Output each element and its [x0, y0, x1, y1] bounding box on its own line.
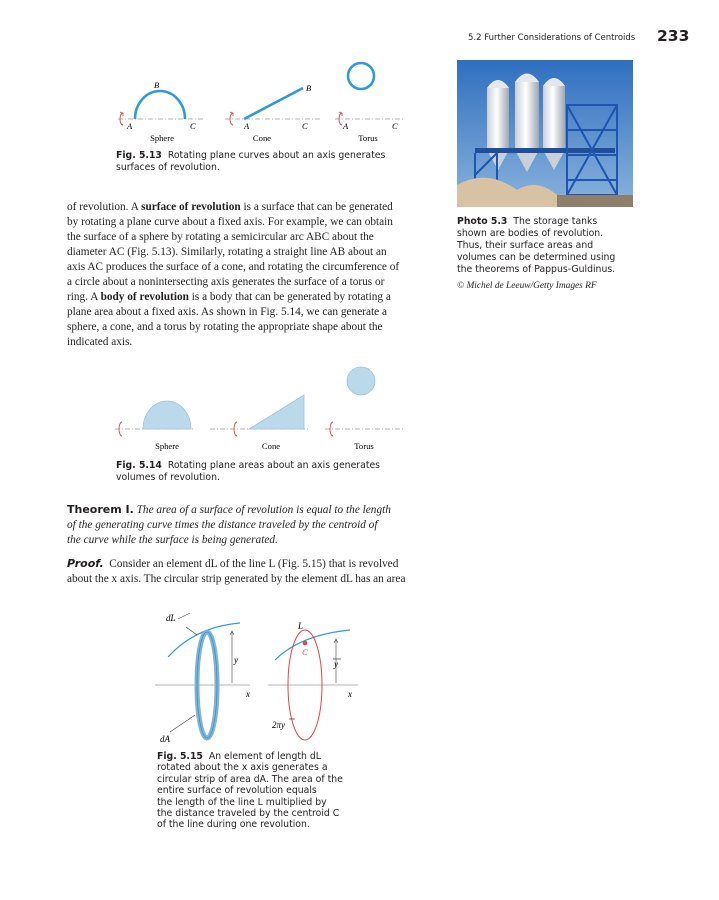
para-line3: the surface of a sphere by rotating a semicircular arc ABC about the	[67, 231, 374, 244]
fig-5-15-caption-line4: entire surface of revolution equals	[157, 785, 317, 797]
para-line7c: is a body that can be generated by rotating a	[188, 291, 391, 304]
photo-5-3-caption-line2: shown are bodies of revolution.	[457, 228, 604, 239]
label-x-left: x	[246, 689, 250, 699]
fig-5-15-caption-line3: circular strip of area dA. The area of the	[157, 773, 343, 785]
figure-5-15	[150, 605, 380, 750]
torus-label-a: A	[343, 121, 349, 131]
theorem-label: Theorem I.	[67, 503, 134, 516]
proof-line2: about the x axis. The circular strip generated by the element dL has an area	[67, 573, 406, 586]
centroid-c	[303, 641, 308, 646]
sphere-name: Sphere	[150, 133, 174, 143]
circular-area	[347, 367, 375, 395]
term-body-of-revolution: body of revolution	[100, 291, 189, 304]
photo-5-3-caption	[457, 216, 637, 276]
proof	[67, 556, 443, 587]
sphere-label-b: B	[154, 80, 160, 90]
label-y: y	[234, 655, 238, 665]
label-ybar: y	[334, 659, 338, 669]
fig14-sphere-name: Sphere	[155, 441, 179, 451]
semicircular-arc-abc	[135, 91, 185, 119]
para-line9: sphere, a cone, and a torus by rotating the appropriate shape about the	[67, 321, 383, 334]
fig-5-14-number: Fig. 5.14	[116, 460, 162, 471]
theorem-line3: the curve while the surface is being generated.	[67, 534, 278, 547]
para-line5: axis AC produces the surface of a cone, and rotating the circumference of	[67, 261, 400, 274]
photo-5-3-caption-line1: The storage tanks	[513, 216, 598, 227]
fig14-torus-name: Torus	[354, 441, 374, 451]
fig-5-15-number: Fig. 5.15	[157, 751, 203, 762]
page-number: 233	[657, 27, 690, 45]
sphere-label-a: A	[127, 121, 133, 131]
figure-5-13	[110, 55, 410, 150]
straight-line-ab	[244, 88, 303, 119]
theorem-1	[67, 502, 443, 549]
fig14-cone-name: Cone	[261, 441, 281, 451]
running-head: 5.2 Further Considerations of Centroids	[468, 33, 636, 43]
torus-label-c: C	[392, 121, 398, 131]
fig-5-14-caption-line1: Rotating plane areas about an axis generates	[167, 460, 381, 471]
proof-line1: Consider an element dL of the line L (Fig. 5.15) that is revolved	[109, 558, 399, 570]
fig-5-15-caption-line1: An element of length dL	[208, 751, 321, 762]
photo-5-3-caption-line5: the theorems of Pappus-Guldinus.	[457, 264, 616, 275]
photo-5-3-number: Photo 5.3	[457, 216, 508, 227]
fig15-line-l	[275, 630, 350, 660]
para-line1c: is a surface that can be generated	[240, 201, 393, 213]
triangle-area	[249, 395, 304, 429]
half-disk-area	[143, 401, 191, 429]
photo-credit: © Michel de Leeuw/Getty Images RF	[457, 281, 597, 291]
para-line7a: ring. A	[67, 291, 101, 304]
cone-label-b: B	[306, 83, 312, 93]
photo-5-3-caption-line3: Thus, their surface areas and	[457, 240, 594, 251]
para-line10: indicated axis.	[67, 336, 133, 349]
fig-5-15-caption-line7: of the line during one revolution.	[157, 819, 310, 831]
fig-5-15-caption-line2: rotated about the x axis generates a	[157, 762, 328, 774]
fig-5-15-caption-line5: the length of the line L multiplied by	[157, 796, 327, 808]
fig-5-15-caption-line6: the distance traveled by the centroid C	[157, 808, 340, 820]
fig14-sphere-rotation-arrow	[119, 422, 122, 436]
label-c: C	[302, 647, 308, 657]
cone-name: Cone	[252, 133, 272, 143]
torus-generating-circle	[348, 63, 374, 89]
fig-5-15-caption	[157, 751, 377, 831]
para-line6: a circle about a nonintersecting axis generates the surface of a torus or	[67, 276, 385, 289]
para-line4: diameter AC (Fig. 5.13). Similarly, rotating a straight line AB about an	[67, 246, 387, 259]
label-da: dA	[160, 734, 170, 744]
fig-5-13-number: Fig. 5.13	[116, 150, 162, 161]
photo-storage-tanks	[457, 60, 633, 207]
theorem-line2: of the generating curve times the distance traveled by the centroid of	[67, 519, 378, 532]
fig-5-14-caption	[116, 460, 416, 484]
fig-5-13-caption-line1: Rotating plane curves about an axis generates	[167, 150, 386, 161]
cone-label-c: C	[302, 121, 308, 131]
sphere-label-c: C	[190, 121, 196, 131]
label-dl: dL	[166, 613, 176, 623]
para-line8: plane area about a fixed axis. As shown in Fig. 5.14, we can generate a	[67, 306, 387, 319]
para-line2: by rotating a plane curve about a fixed axis. For example, we can obtain	[67, 216, 393, 229]
dl-leader	[178, 613, 190, 619]
cone-label-a: A	[244, 121, 250, 131]
torus-rotation-arrow	[339, 113, 342, 125]
fig-5-13-caption-line2: surfaces of revolution.	[116, 162, 220, 173]
term-surface-of-revolution: surface of revolution	[141, 201, 241, 213]
figure-5-14	[110, 362, 410, 456]
torus-name: Torus	[358, 133, 378, 143]
fig-5-14-caption-line2: volumes of revolution.	[116, 472, 220, 483]
fig-5-13-caption	[116, 150, 416, 174]
label-l: L	[298, 621, 304, 631]
label-x-right: x	[348, 689, 352, 699]
label-2-pi-ybar: 2πy	[272, 720, 286, 730]
para-line1a: of revolution. A	[67, 201, 142, 213]
fig14-cone-rotation-arrow	[234, 422, 237, 436]
proof-label: Proof.	[67, 557, 104, 570]
theorem-line1: The area of a surface of revolution is equal to the length	[136, 504, 391, 516]
photo-5-3-caption-line4: volumes can be determined using	[457, 252, 616, 263]
paragraph-revolution	[67, 200, 443, 350]
